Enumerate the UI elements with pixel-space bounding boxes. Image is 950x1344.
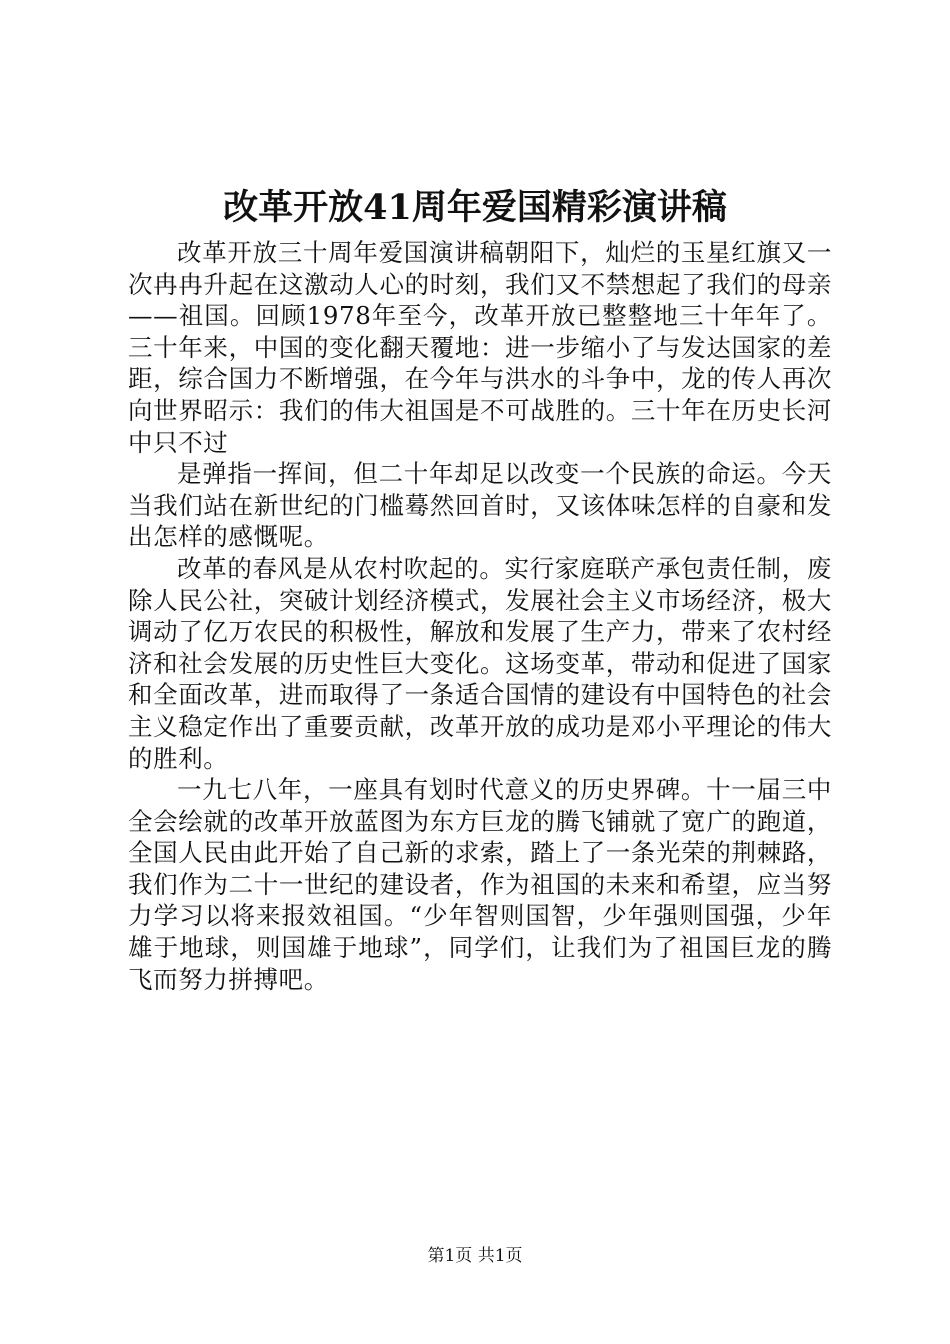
page-footer: 第1页 共1页 [427,1246,523,1266]
paragraph-4: 一九七八年，一座具有划时代意义的历史界碑。十一届三中全会绘就的改革开放蓝图为东方巨龙的腾飞铺就了宽广的跑道，全国人民由此开始了自己新的求索，踏上了一条光荣的荆棘路，我们作为二十一世纪的建设者，作为祖国的未来和希望，应当努力学习以将来报效祖国。“少年智则国智，少年强则国强，少年雄于地球，则国雄于地球”，同学们，让我们为了祖国巨龙的腾飞而努力拼搏吧。 [128,775,832,994]
document-title: 改革开放41周年爱国精彩演讲稿 [223,187,727,228]
document-body [128,237,832,995]
paragraph-1: 改革开放三十周年爱国演讲稿朝阳下，灿烂的玉星红旗又一次冉冉升起在这激动人心的时刻，我们又不禁想起了我们的母亲——祖国。回顾1978年至今，改革开放已整整地三十年年了。三十年来，中国的变化翻天覆地：进一步缩小了与发达国家的差距，综合国力不断增强，在今年与洪水的斗争中，龙的传人再次向世界昭示：我们的伟大祖国是不可战胜的。三十年在历史长河中只不过 [128,238,832,457]
paragraph-3: 改革的春风是从农村吹起的。实行家庭联产承包责任制，废除人民公社，突破计划经济模式，发展社会主义市场经济，极大调动了亿万农民的积极性，解放和发展了生产力，带来了农村经济和社会发展的历史性巨大变化。这场变革，带动和促进了国家和全面改革，进而取得了一条适合国情的建设有中国特色的社会主义稳定作出了重要贡献，改革开放的成功是邓小平理论的伟大的胜利。 [128,553,832,773]
paragraph-2: 是弹指一挥间，但二十年却足以改变一个民族的命运。今天当我们站在新世纪的门槛蓦然回首时，又该体味怎样的自豪和发出怎样的感慨呢。 [128,459,832,552]
